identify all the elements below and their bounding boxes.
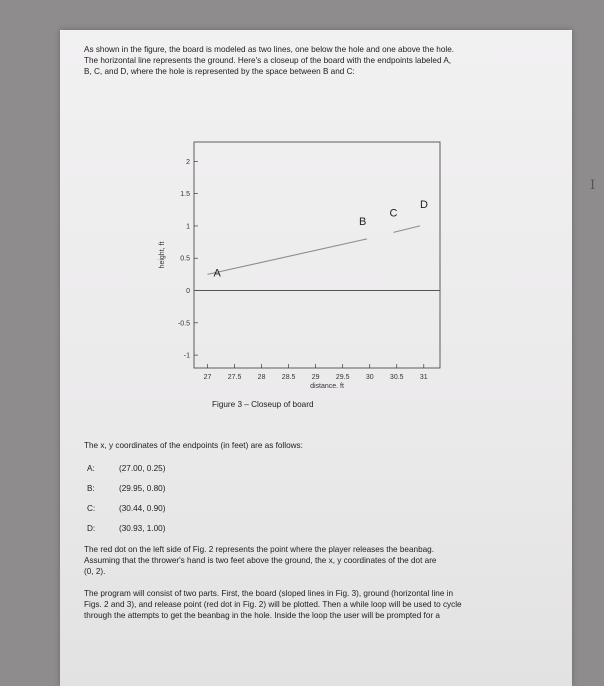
y-tick-label: 2: [186, 158, 190, 166]
x-tick-label: 28.5: [281, 374, 296, 381]
y-tick-label: -0.5: [177, 320, 190, 328]
figure-caption: Figure 3 – Closeup of board: [212, 400, 314, 409]
board-chart: [88, 138, 448, 388]
document-page: [60, 30, 572, 686]
y-tick-label: 0: [186, 288, 190, 296]
red-dot-line-2: Assuming that the thrower's hand is two feet above the ground, the x, y coordinates of the dot are: [84, 556, 437, 565]
coord-value-a: (27.00, 0.25): [119, 464, 166, 473]
x-tick-label: 29.5: [335, 374, 350, 381]
board-lower-line: [208, 239, 368, 275]
x-tick-label: 30: [365, 374, 374, 381]
plot-frame: [194, 142, 440, 368]
y-axis-label: height, ft: [159, 241, 166, 269]
x-tick-label: 27.5: [227, 374, 242, 381]
coord-label-b: B:: [87, 484, 95, 493]
coord-label-a: A:: [87, 464, 95, 473]
x-axis-label: distance, ft: [310, 383, 344, 388]
program-line-2: Figs. 2 and 3), and release point (red dot in Fig. 2) will be plotted. Then a while loop will be used to cycle: [84, 600, 462, 609]
x-tick-label: 28: [257, 374, 266, 381]
point-label-a: A: [213, 267, 221, 280]
program-line-3: through the attempts to get the beanbag in the hole. Inside the loop the user will be prompted for a: [84, 611, 440, 620]
intro-line-2: The horizontal line represents the ground. Here's a closeup of the board with the endpoints labeled A,: [84, 56, 452, 65]
point-label-c: C: [389, 207, 398, 220]
y-tick-label: 1.5: [180, 191, 190, 199]
red-dot-line-3: (0, 2).: [84, 567, 106, 576]
y-tick-label: 1: [186, 223, 190, 231]
coord-value-b: (29.95, 0.80): [119, 484, 166, 493]
x-tick-label: 31: [419, 374, 428, 381]
red-dot-line-1: The red dot on the left side of Fig. 2 represents the point where the player releases the beanbag.: [84, 545, 435, 554]
y-tick-label: 0.5: [180, 255, 190, 263]
program-line-1: The program will consist of two parts. First, the board (sloped lines in Fig. 3), ground (horizontal line in: [84, 589, 454, 598]
coord-label-c: C:: [87, 504, 96, 513]
coord-value-c: (30.44, 0.90): [119, 504, 166, 513]
coord-label-d: D:: [87, 524, 96, 533]
x-tick-label: 30.5: [389, 374, 404, 381]
board-upper-line: [394, 226, 421, 233]
x-tick-label: 29: [311, 374, 320, 381]
text-cursor-icon: I: [590, 178, 596, 193]
intro-line-1: As shown in the figure, the board is modeled as two lines, one below the hole and one above the hole.: [84, 45, 455, 54]
point-label-b: B: [359, 215, 367, 228]
y-tick-label: -1: [183, 352, 190, 360]
intro-line-3: B, C, and D, where the hole is represented by the space between B and C:: [84, 67, 355, 76]
coord-value-d: (30.93, 1.00): [119, 524, 166, 533]
point-label-d: D: [419, 198, 428, 211]
coords-intro: The x, y coordinates of the endpoints (in feet) are as follows:: [84, 441, 303, 450]
x-tick-label: 27: [203, 374, 212, 381]
